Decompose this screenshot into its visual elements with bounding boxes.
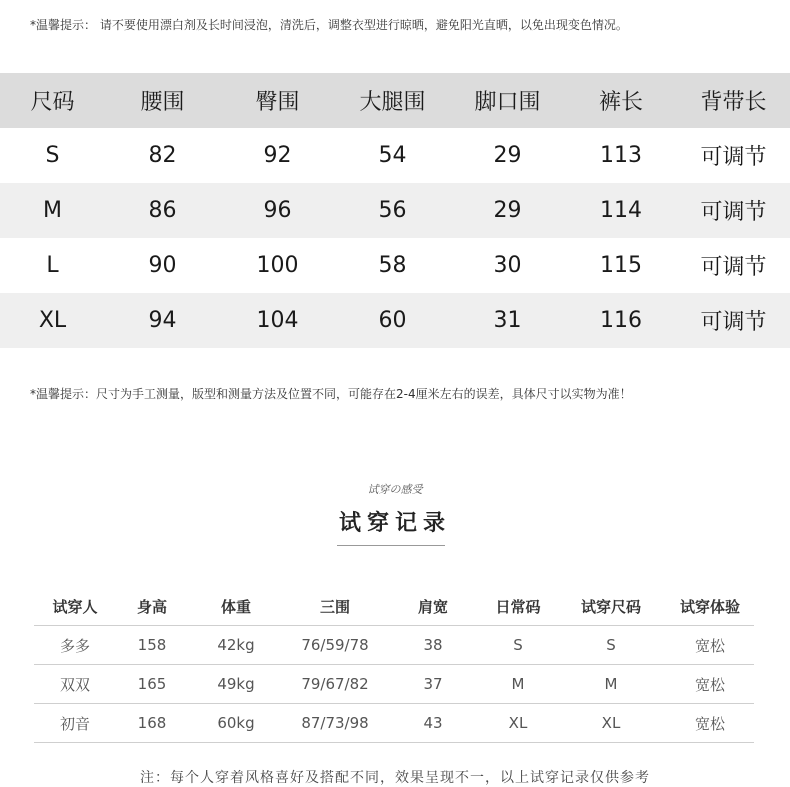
size-cell: 104 [220, 293, 335, 348]
try-on-header-row [34, 587, 754, 626]
size-cell: 115 [565, 238, 677, 293]
size-header-cell: 大腿围 [335, 73, 450, 128]
try-cell: 37 [386, 665, 480, 704]
size-cell: 54 [335, 128, 450, 183]
try-header-cell: 试穿尺码 [556, 587, 666, 626]
try-cell: 43 [386, 704, 480, 743]
size-cell: 86 [105, 183, 220, 238]
size-cell: 82 [105, 128, 220, 183]
size-header-cell: 背带长 [677, 73, 790, 128]
try-cell: M [480, 665, 556, 704]
try-cell: 87/73/98 [284, 704, 386, 743]
size-cell: 94 [105, 293, 220, 348]
try-cell: 76/59/78 [284, 626, 386, 665]
size-cell: 60 [335, 293, 450, 348]
try-on-row [34, 665, 754, 704]
size-header-cell: 臀围 [220, 73, 335, 128]
try-cell: 165 [116, 665, 188, 704]
try-on-table [34, 587, 754, 743]
size-header-cell: 尺码 [0, 73, 105, 128]
size-cell: S [0, 128, 105, 183]
try-cell: 宽松 [666, 704, 754, 743]
try-cell: S [480, 626, 556, 665]
try-on-row [34, 704, 754, 743]
try-cell: M [556, 665, 666, 704]
size-cell: 31 [450, 293, 565, 348]
try-header-cell: 三围 [284, 587, 386, 626]
size-cell: 29 [450, 183, 565, 238]
size-cell: L [0, 238, 105, 293]
size-cell: 56 [335, 183, 450, 238]
try-cell: 168 [116, 704, 188, 743]
try-cell: 42kg [188, 626, 284, 665]
size-header-cell: 腰围 [105, 73, 220, 128]
try-cell: 79/67/82 [284, 665, 386, 704]
try-cell: 初音 [34, 704, 116, 743]
size-chart-header-row [0, 73, 790, 128]
size-cell: 可调节 [677, 128, 790, 183]
size-cell: 58 [335, 238, 450, 293]
care-tip: *温馨提示： 请不要使用漂白剂及长时间浸泡，清洗后，调整衣型进行晾晒，避免阳光直晒，以免出现变色情况。 [30, 18, 628, 32]
try-cell: 158 [116, 626, 188, 665]
try-cell: 宽松 [666, 665, 754, 704]
try-cell: XL [556, 704, 666, 743]
try-header-cell: 试穿人 [34, 587, 116, 626]
size-cell: 100 [220, 238, 335, 293]
size-cell: 92 [220, 128, 335, 183]
try-cell: 49kg [188, 665, 284, 704]
size-row-m [0, 183, 790, 238]
try-cell: 双双 [34, 665, 116, 704]
size-cell: 可调节 [677, 183, 790, 238]
size-chart-table [0, 73, 790, 348]
size-row-xl [0, 293, 790, 348]
try-cell: 宽松 [666, 626, 754, 665]
size-cell: 30 [450, 238, 565, 293]
size-header-cell: 脚口围 [450, 73, 565, 128]
size-cell: M [0, 183, 105, 238]
size-cell: 114 [565, 183, 677, 238]
try-on-note: 注：每个人穿着风格喜好及搭配不同，效果呈现不一，以上试穿记录仅供参考 [140, 770, 650, 786]
try-header-cell: 肩宽 [386, 587, 480, 626]
try-cell: 60kg [188, 704, 284, 743]
measurement-tip: *温馨提示：尺寸为手工测量，版型和测量方法及位置不同，可能存在2-4厘米左右的误差，具体尺寸以实物为准！ [30, 387, 632, 401]
size-header-cell: 裤长 [565, 73, 677, 128]
try-on-row [34, 626, 754, 665]
size-cell: 29 [450, 128, 565, 183]
try-header-cell: 试穿体验 [666, 587, 754, 626]
try-cell: 多多 [34, 626, 116, 665]
try-header-cell: 身高 [116, 587, 188, 626]
size-cell: 116 [565, 293, 677, 348]
size-row-l [0, 238, 790, 293]
try-header-cell: 体重 [188, 587, 284, 626]
size-cell: 可调节 [677, 238, 790, 293]
try-cell: XL [480, 704, 556, 743]
try-on-title: 试穿记录 [338, 511, 451, 536]
size-row-s [0, 128, 790, 183]
title-divider [337, 545, 445, 546]
size-cell: 可调节 [677, 293, 790, 348]
try-cell: 38 [386, 626, 480, 665]
size-cell: XL [0, 293, 105, 348]
size-cell: 96 [220, 183, 335, 238]
size-cell: 113 [565, 128, 677, 183]
try-header-cell: 日常码 [480, 587, 556, 626]
try-on-subtitle: 试穿の感受 [367, 483, 423, 496]
size-cell: 90 [105, 238, 220, 293]
try-cell: S [556, 626, 666, 665]
